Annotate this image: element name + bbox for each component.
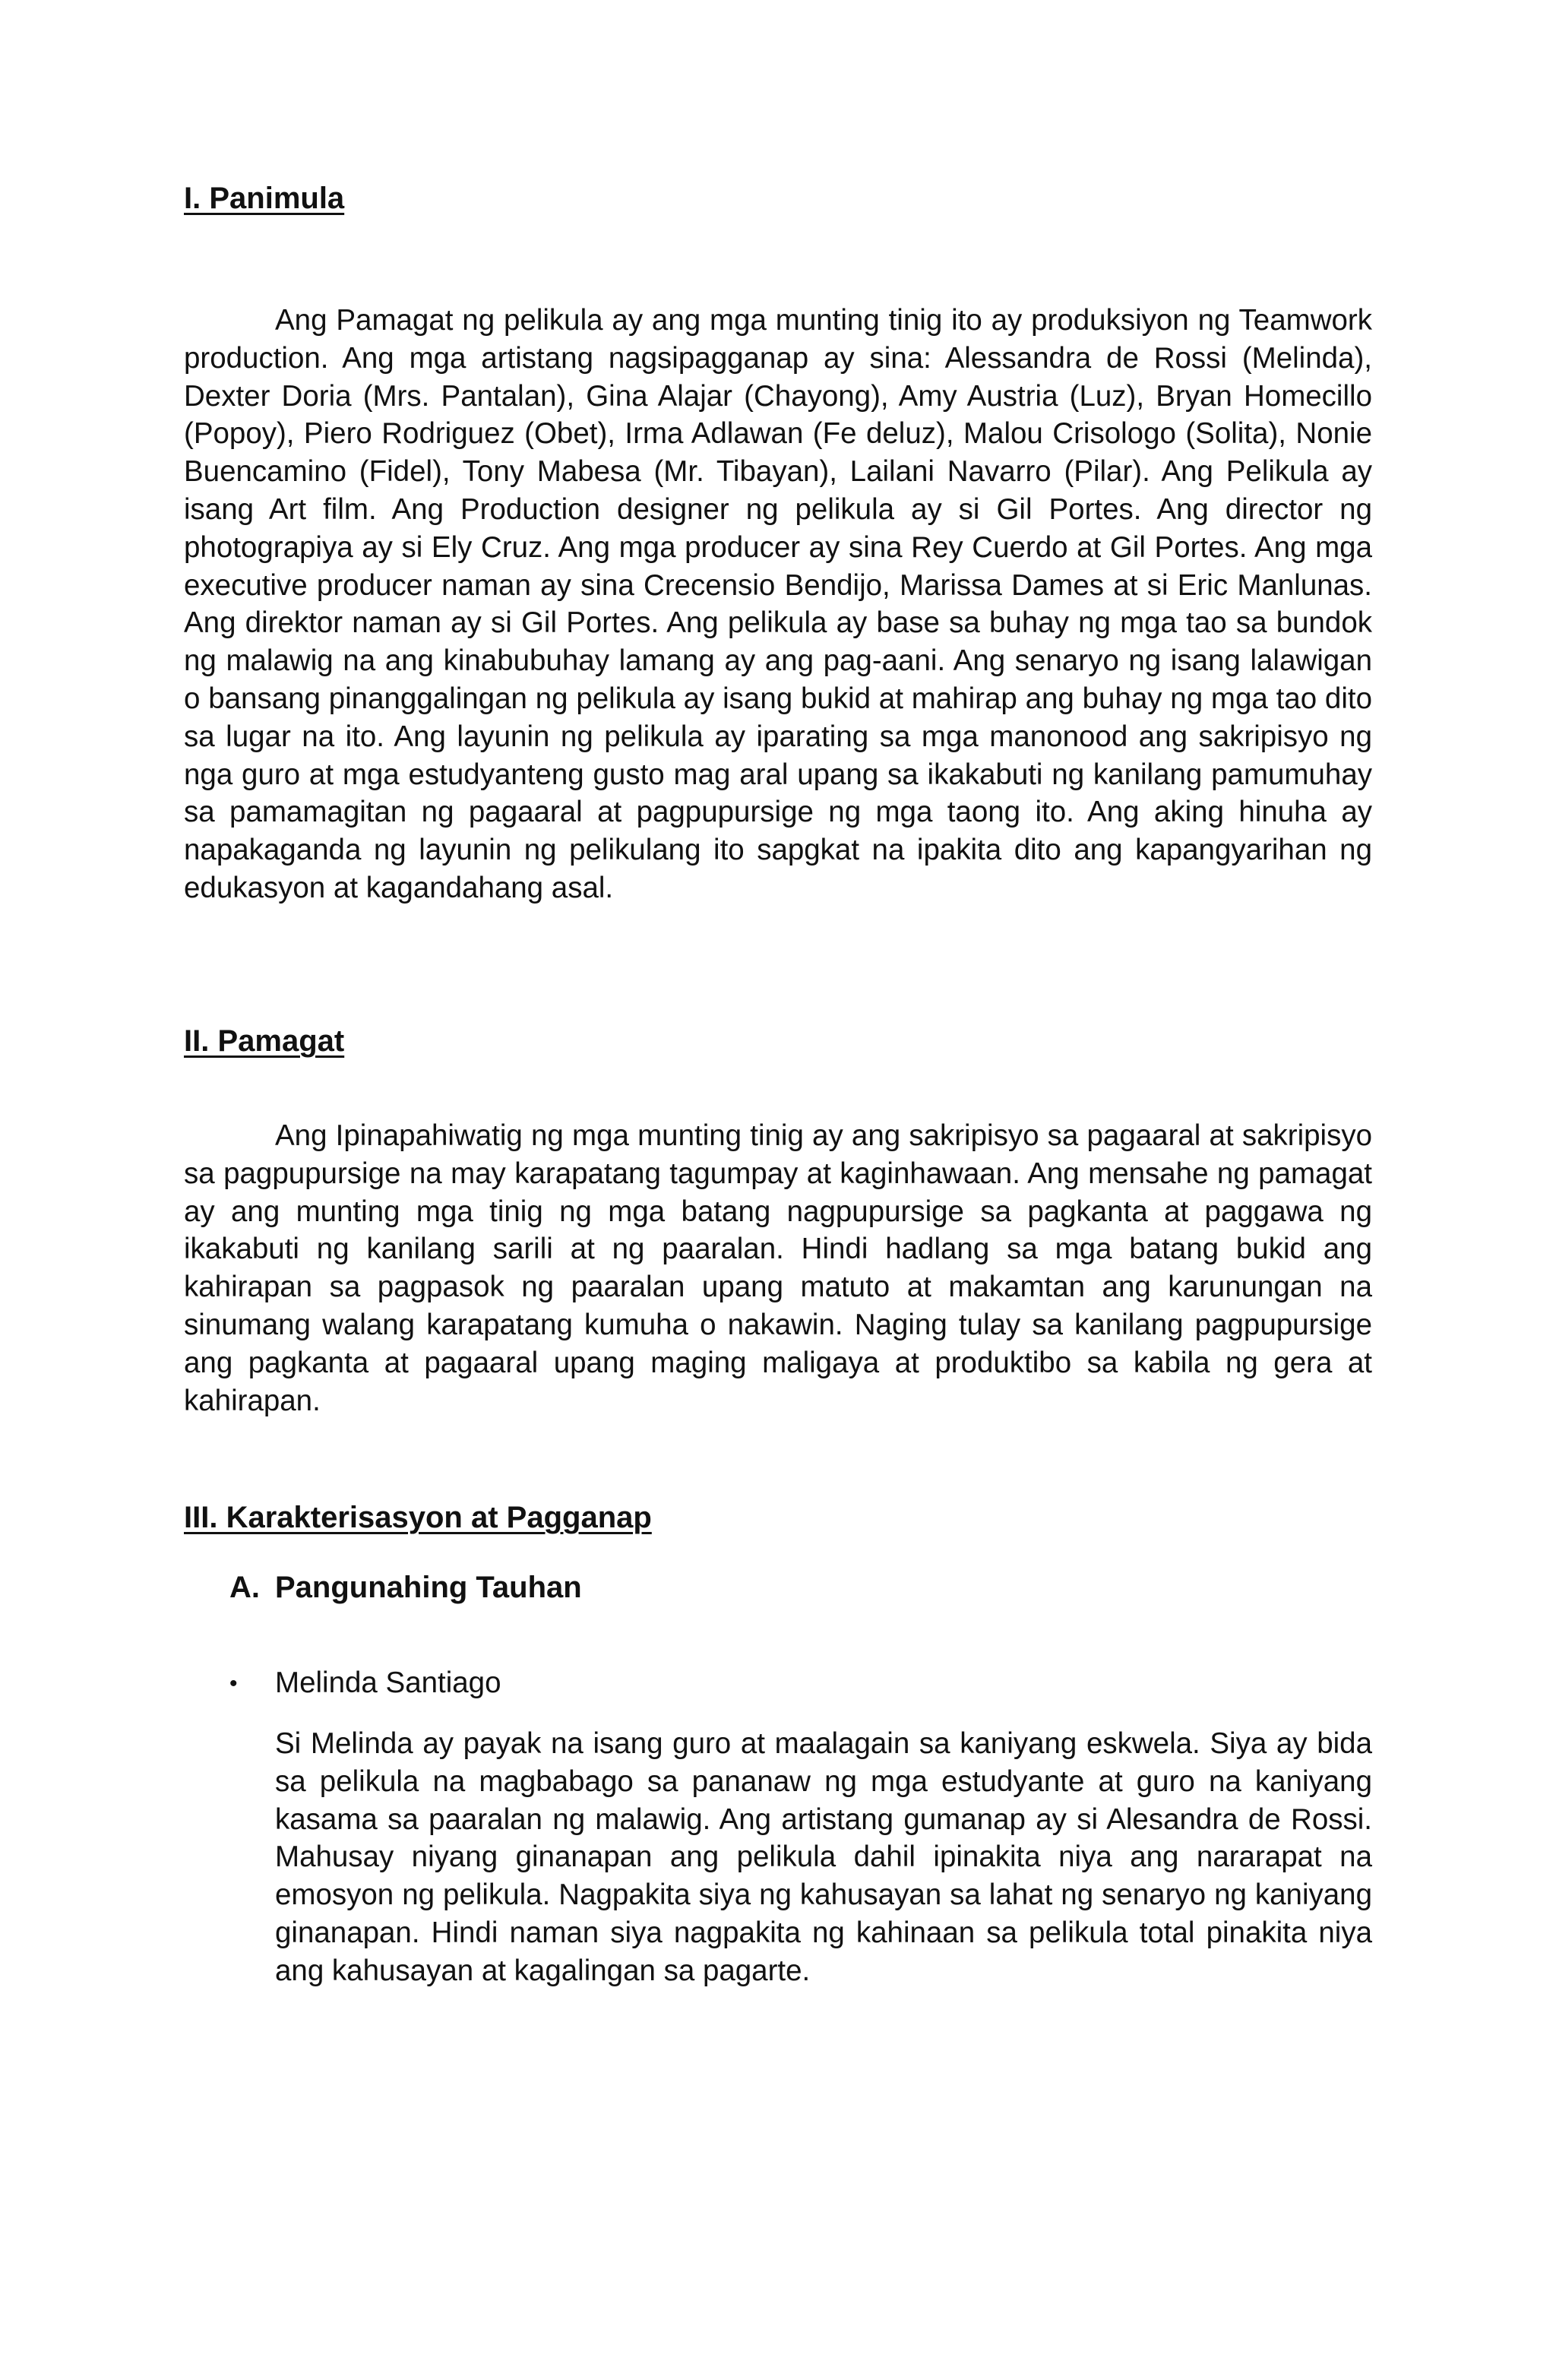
paragraph-pamagat: Ang Ipinapahiwatig ng mga munting tinig ay ang sakripisyo sa pagaaral at sakripisyo sa pagpupursige na may karapatang tagumpay at kaginhawaan. Ang mensahe ng pamagat ay ang munting mga tinig ng mga batang nagpupursige sa pagkanta at paggawa ng ikakabuti ng kanilang sarili at ng paaralan. Hindi hadlang sa mga batang bukid ang kahirapan sa pagpasok ng paaralan upang matuto at makamtan ang karunungan na sinumang walang karapatang kumuha o nakawin. Naging tulay sa kanilang pagpupursige ang pagkanta at pagaaral upang maging maligaya at produktibo sa kabila ng gera at kahirapan. [184,1119,1372,1417]
character-list-item [229,1664,501,1703]
subheading-text: Pangunahing Tauhan [275,1571,582,1604]
section-heading-panimula: I. Panimula [184,182,345,215]
character-name: Melinda Santiago [275,1666,501,1699]
section-heading-karakterisasyon: III. Karakterisasyon at Pagganap [184,1501,652,1534]
subheading-letter: A. [229,1571,260,1604]
section-heading-pamagat: II. Pamagat [184,1024,345,1058]
paragraph-melinda: Si Melinda ay payak na isang guro at maalagain sa kaniyang eskwela. Siya ay bida sa pelikula na magbabago sa pananaw ng mga estudyante at guro na kaniyang kasama sa paaralan ng malawig. Ang artistang gumanap ay si Alesandra de Rossi. Mahusay niyang ginanapan ang pelikula dahil ipinakita niya ang nararapat na emosyon ng pelikula. Nagpakita siya ng kahusayan sa lahat ng senaryo ng kaniyang ginanapan. Hindi naman siya nagpakita ng kahinaan sa pelikula total pinakita niya ang kahusayan at kagalingan sa pagarte. [275,1727,1372,1987]
bullet-icon: • [229,1671,238,1696]
paragraph-panimula: Ang Pamagat ng pelikula ay ang mga munting tinig ito ay produksiyon ng Teamwork production. Ang mga artistang nagsipagganap ay sina: Alessandra de Rossi (Melinda), Dexter Doria (Mrs. Pantalan), Gina Alajar (Chayong), Amy Austria (Luz), Bryan Homecillo (Popoy), Piero Rodriguez (Obet), Irma Adlawan (Fe deluz), Malou Crisologo (Solita), Nonie Buencamino (Fidel), Tony Mabesa (Mr. Tibayan), Lailani Navarro (Pilar). Ang Pelikula ay isang Art film. Ang Production designer ng pelikula ay si Gil Portes. Ang director ng photograpiya ay si Ely Cruz. Ang mga producer ay sina Rey Cuerdo at Gil Portes. Ang mga executive producer naman ay sina Crecensio Bendijo, Marissa Dames at si Eric Manlunas. Ang direktor naman ay si Gil Portes. Ang pelikula ay base sa buhay ng mga tao sa bundok ng malawig na ang kinabubuhay lamang ay ang pag-aani. Ang senaryo ng isang lalawigan o bansang pinanggalingan ng pelikula ay isang bukid at mahirap ang buhay ng mga tao dito sa lugar na ito. Ang layunin ng pelikula ay iparating sa mga manonood ang sakripisyo ng nga guro at mga estudyanteng gusto mag aral upang sa ikakabuti ng kanilang pamumuhay sa pamamagitan ng pagaaral at pagpupursige ng mga taong ito. Ang aking hinuha ay napakaganda ng layunin ng pelikulang ito sapgkat na ipakita dito ang kapangyarihan ng edukasyon at kagandahang asal. [184,304,1372,904]
subheading-pangunahing-tauhan [229,1568,582,1606]
